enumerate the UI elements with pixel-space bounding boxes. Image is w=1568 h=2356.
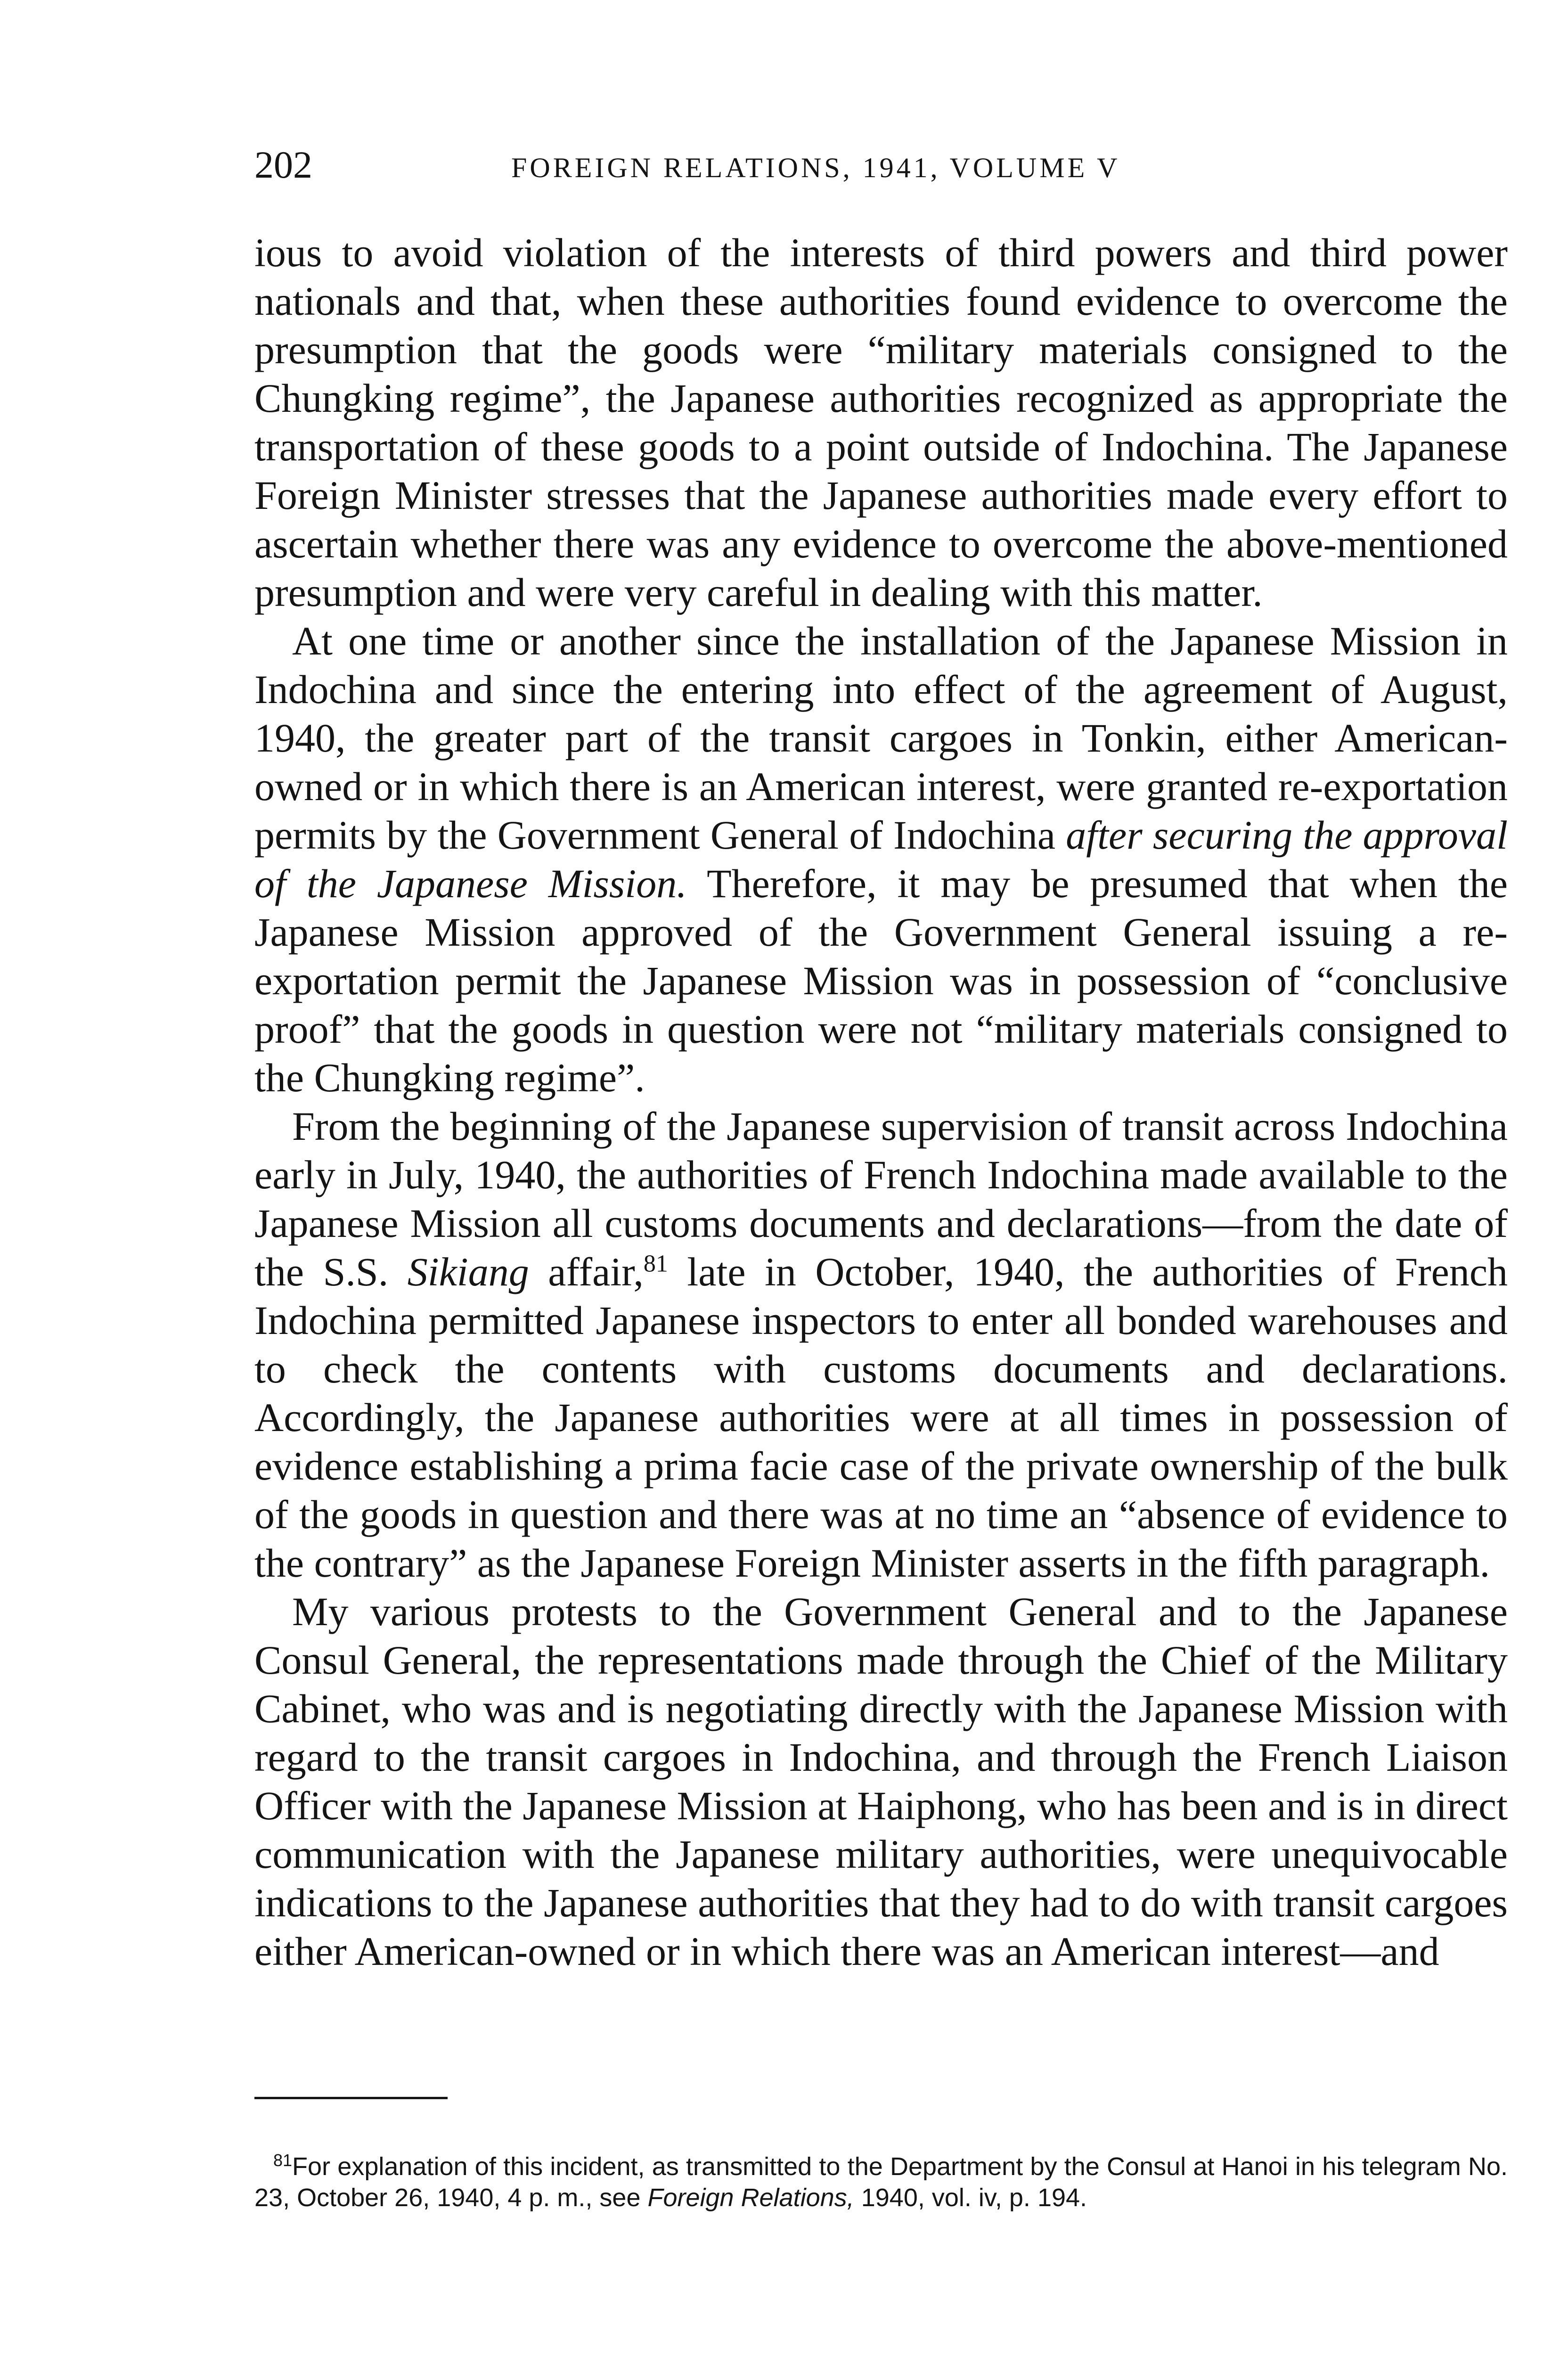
- footnote-text: For explanation of this incident, as transmitted to the Department by the Consul at Hanoi in his telegram No. 23, October 26, 1940, 4 p. m., see: [254, 2152, 1508, 2212]
- footnote-number: 81: [273, 2151, 293, 2170]
- paragraph: [254, 617, 1508, 1102]
- footnote: [254, 2151, 1508, 2213]
- paragraph-text: From the beginning of the Japanese supervision of transit across Indochina early in July, 1940, the authorities of French Indochina made available to the Japanese Mission all customs documents and declarations—from the date of the S.S.: [254, 1104, 1508, 1294]
- paragraph-continued: [254, 229, 1508, 617]
- emphasis-text: after securing the approval of the Japanese Mission.: [254, 812, 1508, 906]
- paragraph: [254, 1587, 1508, 1976]
- paragraph-text: My various protests to the Government General and to the Japanese Consul General, the representations made through the Chief of the Military Cabinet, who was and is negotiating directly with the Japanese Mission with regard to the transit cargoes in Indochina, and through the French Liaison Officer with the Japanese Mission at Haiphong, who has been and is in direct communication with the Japanese military authorities, were unequivocable indications to the Japanese authorities that they had to do with transit cargoes either American-owned or in which there was an American interest—and: [254, 1589, 1508, 1974]
- paragraph-text: ious to avoid violation of the interests of third powers and third power nationals and that, when these authorities found evidence to overcome the presumption that the goods were “military materials consigned to the Chungking regime”, the Japanese authorities recognized as appropriate the transportation of these goods to a point outside of Indochina. The Japanese Foreign Minister stresses that the Japanese authorities made every effort to ascertain whether there was any evidence to overcome the above-mentioned presumption and were very careful in dealing with this matter.: [254, 230, 1508, 615]
- paragraph-text: late in October, 1940, the authorities of French Indochina permitted Japanese inspectors to enter all bonded warehouses and to check the contents with customs documents and declarations. Accordingly, the Japanese authorities were at all times in possession of evidence establishing a prima facie case of the private ownership of the bulk of the goods in question and there was at no time an “absence of evidence to the contrary” as the Japanese Foreign Minister asserts in the fifth paragraph.: [254, 1249, 1508, 1586]
- footnote-citation-title: Foreign Relations,: [647, 2184, 854, 2212]
- ship-name: Sikiang: [407, 1249, 529, 1294]
- page-number: 202: [254, 143, 312, 186]
- running-head: FOREIGN RELATIONS, 1941, VOLUME V: [511, 152, 1120, 183]
- footnote-divider: [254, 2097, 448, 2099]
- paragraph-text: affair,: [529, 1249, 644, 1294]
- paragraph-text: At one time or another since the installation of the Japanese Mission in Indochina and since the entering into effect of the agreement of August, 1940, the greater part of the transit cargoes in Tonkin, either American-owned or in which there is an American interest, were granted re-exportation permits by the Government General of Indochina: [254, 618, 1508, 858]
- paragraph: [254, 1102, 1508, 1587]
- paragraph-text: Therefore, it may be presumed that when the Japanese Mission approved of the Government General issuing a re-exportation permit the Japanese Mission was in possession of “conclusive proof” that the goods in question were not “military materials consigned to the Chungking regime”.: [254, 861, 1508, 1100]
- page-header: [254, 141, 1508, 188]
- footnote-text: 1940, vol. iv, p. 194.: [854, 2184, 1087, 2212]
- footnote-reference[interactable]: 81: [643, 1250, 668, 1277]
- body-text: [254, 229, 1508, 1976]
